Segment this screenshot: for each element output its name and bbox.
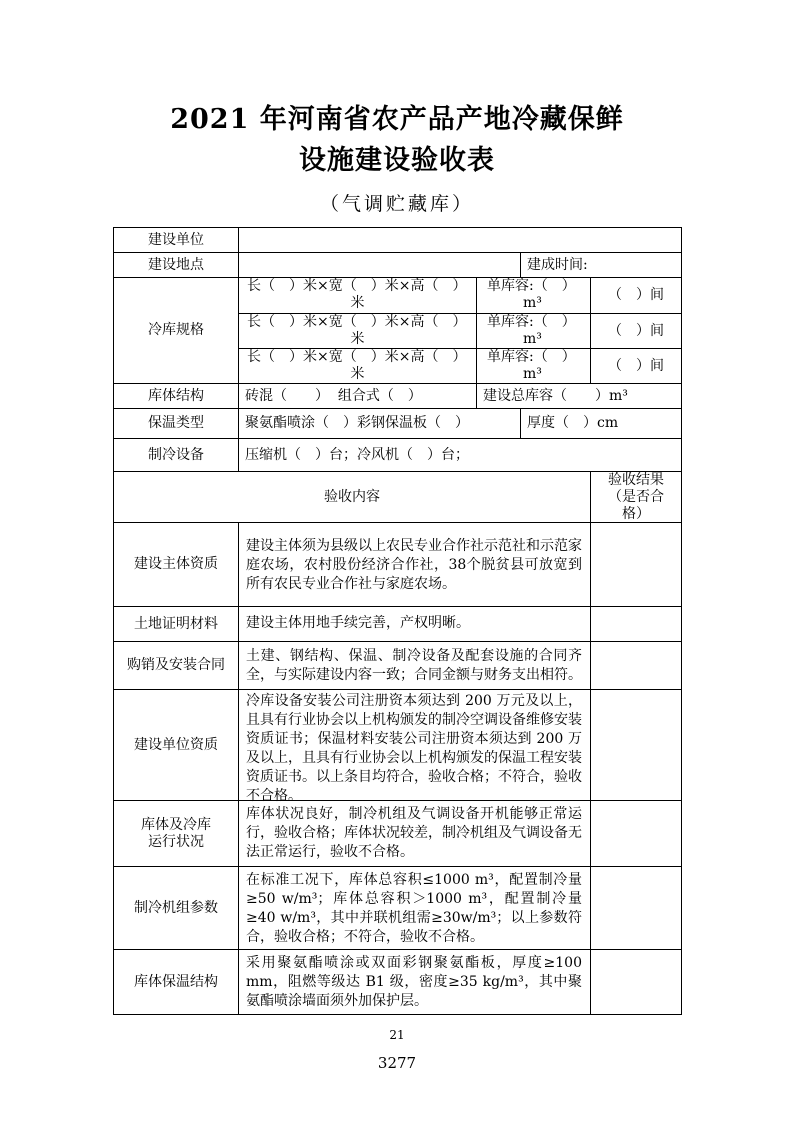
spec-dims-line1: 长（ ）米×宽（ ）米×高（ ） <box>247 314 467 330</box>
spec-dims-line2: 米 <box>350 331 365 347</box>
result-header: 验收结果（是否合格） <box>608 471 664 522</box>
insulation-field[interactable]: 聚氨酯喷涂（ ）彩钢保温板（ ） <box>245 415 469 431</box>
equipment-label: 制冷设备 <box>148 446 204 463</box>
equipment-field[interactable]: 压缩机（ ）台；冷风机（ ）台； <box>245 446 469 463</box>
page-subtitle: （气调贮藏库） <box>319 193 474 215</box>
spec-row-count[interactable]: （ ）间 <box>608 322 664 339</box>
page-title-line2: 设施建设验收表 <box>299 145 495 176</box>
item-result-insulation[interactable] <box>591 950 681 1014</box>
item-text-contractor: 冷库设备安装公司注册资本须达到 200 万元及以上，且具有行业协会以上机构颁发的制冷空调设备维修安装资质证书；保温材料安装公司注册资本须达到 200 万及以上，且具有行业协会以上机构颁发的保温工程安装资质证书。以上条目均符合，验收合格；不符合，验收不合格。 <box>246 693 582 804</box>
item-label-refrigeration: 制冷机组参数 <box>134 899 218 916</box>
page-number: 21 <box>389 1028 405 1042</box>
spec-cap-line1: 单库容:（ ） <box>487 314 576 330</box>
spec-cap-line2: m³ <box>523 295 542 311</box>
location-label: 建设地点 <box>148 256 204 273</box>
total-capacity-field[interactable]: 建设总库容（ ）m³ <box>483 387 628 404</box>
item-text-insulation: 采用聚氨酯喷涂或双面彩钢聚氨酯板，厚度≥100 mm，阻燃等级达 B1 级，密度≥35 kg/m³，其中聚氨酯喷涂墙面须外加保护层。 <box>246 955 582 1009</box>
unit-label: 建设单位 <box>148 231 204 248</box>
item-label-qualification: 建设主体资质 <box>134 556 218 572</box>
item-result-operation[interactable] <box>591 801 681 866</box>
thickness-field[interactable]: 厚度（ ）cm <box>527 415 619 431</box>
spec-row-capacity[interactable] <box>477 349 590 383</box>
build-time-label: 建成时间: <box>527 256 588 273</box>
spec-label: 冷库规格 <box>148 322 204 338</box>
structure-label: 库体结构 <box>148 387 204 404</box>
item-text-qualification: 建设主体须为县级以上农民专业合作社示范社和示范家庭农场，农村股份经济合作社，38个脱贫县可放宽到所有农民专业合作社与家庭农场。 <box>246 538 582 592</box>
spec-cap-line1: 单库容:（ ） <box>487 278 576 294</box>
insulation-label: 保温类型 <box>148 415 204 431</box>
spec-dims-line2: 米 <box>350 295 365 311</box>
page-title-line1: 2021 年河南省农产品产地冷藏保鲜 <box>170 104 624 135</box>
item-result-contract[interactable] <box>591 642 681 689</box>
spec-cap-line2: m³ <box>523 366 542 382</box>
item-text-land: 建设主体用地手续完善，产权明晰。 <box>246 615 470 631</box>
item-text-contract: 土建、钢结构、保温、制冷设备及配套设施的合同齐全，与实际建设内容一致；合同金额与财务支出相符。 <box>246 648 582 683</box>
item-result-qualification[interactable] <box>591 523 681 606</box>
item-label-land: 土地证明材料 <box>134 615 218 632</box>
spec-row-capacity[interactable] <box>477 278 590 313</box>
item-result-land[interactable] <box>591 607 681 641</box>
spec-row-dims[interactable] <box>239 278 476 313</box>
item-result-refrigeration[interactable] <box>591 867 681 949</box>
document-number: 3277 <box>377 1054 417 1072</box>
item-label-contractor: 建设单位资质 <box>134 736 218 753</box>
item-text-operation: 库体状况良好，制冷机组及气调设备开机能够正常运行，验收合格；库体状况较差，制冷机组及气调设备无法正常运行，验收不合格。 <box>246 806 582 860</box>
spec-cap-line1: 单库容:（ ） <box>487 349 576 365</box>
spec-row-dims[interactable] <box>239 349 476 383</box>
spec-cap-line2: m³ <box>523 331 542 347</box>
item-result-contractor[interactable] <box>591 690 681 800</box>
item-text-refrigeration: 在标准工况下，库体总容积≤1000 m³，配置制冷量≥50 w/m³；库体总容积＞1000 m³，配置制冷量≥40 w/m³，其中并联机组需≥30w/m³；以上参数符合，验收合格；不符合，验收不合格。 <box>246 872 582 945</box>
spec-row-count[interactable]: （ ）间 <box>608 287 664 303</box>
spec-dims-line1: 长（ ）米×宽（ ）米×高（ ） <box>247 349 467 365</box>
content-header: 验收内容 <box>324 488 380 505</box>
spec-row-count[interactable]: （ ）间 <box>608 357 664 374</box>
location-field[interactable] <box>239 253 520 277</box>
item-label-insulation: 库体保温结构 <box>134 973 218 990</box>
item-label-operation: 库体及冷库运行状况 <box>141 816 211 850</box>
spec-dims-line2: 米 <box>350 366 365 382</box>
structure-field[interactable]: 砖混（ ） 组合式（ ） <box>245 387 422 404</box>
item-label-contract: 购销及安装合同 <box>127 657 225 673</box>
unit-field[interactable] <box>239 228 681 252</box>
spec-row-capacity[interactable] <box>477 314 590 348</box>
spec-dims-line1: 长（ ）米×宽（ ）米×高（ ） <box>247 278 467 294</box>
spec-row-dims[interactable] <box>239 314 476 348</box>
